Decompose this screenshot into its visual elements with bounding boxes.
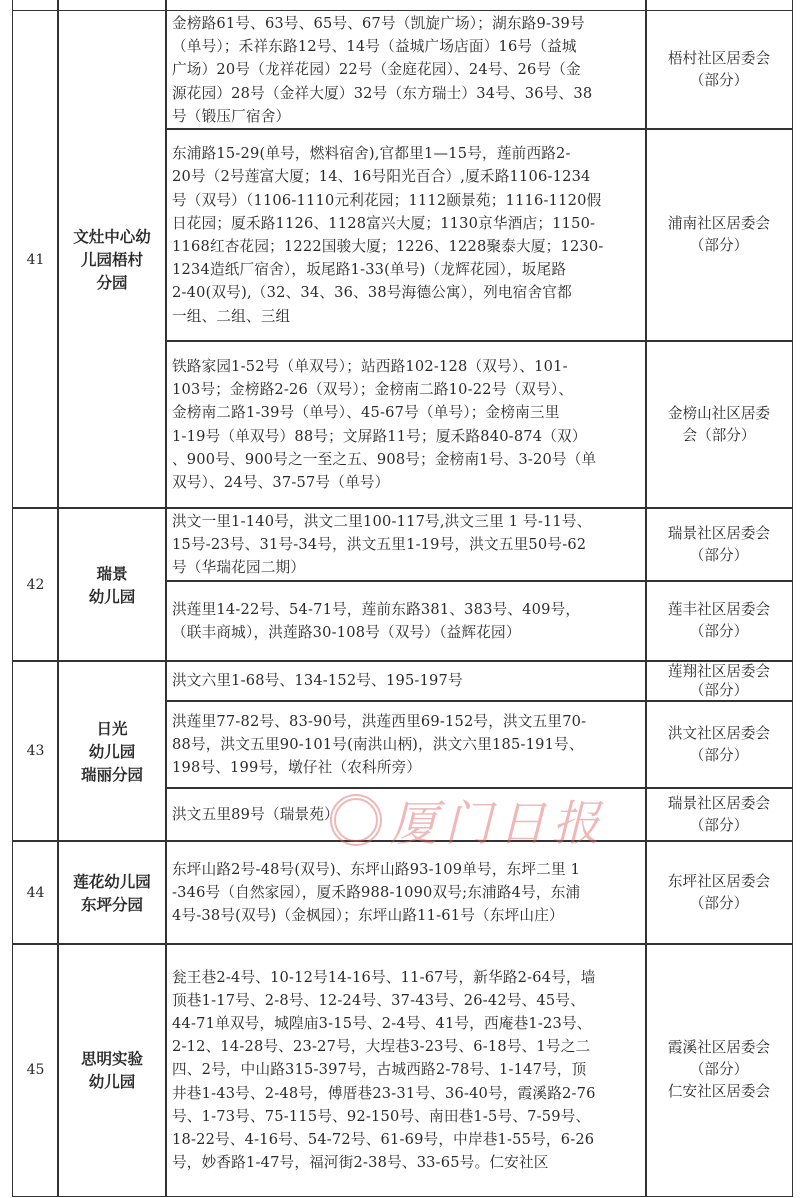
address-cell [165,840,647,945]
row-number [12,507,59,662]
community-text: 梧村社区居委会 （部分） [667,50,771,89]
address-cell [165,128,647,342]
row-number-text: 42 [26,576,45,593]
kindergarten-name [57,660,167,842]
address-cell [165,700,647,789]
address-text: 洪莲里77-82号、83-90号，洪莲西里69-152号，洪文五里70- 88号，洪文五里90-101号(南洪山柄)，洪文六里185-191号、 198号、199号，墩仔社（农科所旁） [172,712,587,777]
community-text: 金榜山社区居委 会（部分） [667,404,771,444]
community-text: 洪文社区居委会 （部分） [667,724,771,764]
community-text: 莲翔社区居委会 （部分） [667,663,771,699]
address-text: 东坪山路2号-48号(双号)、东坪山路93-109单号，东坪二里 1 -346号（自然家园），厦禾路988-1090双号;东浦路4号，东浦 4号-38号(双号)（金枫园）；东坪山路11-61号（东坪山庄） [172,860,581,925]
community-cell [645,660,793,702]
address-text: 金榜路61号、63号、65号、67号（凯旋广场）；湖东路9-39号 （单号）；禾祥东路12号、14号（益城广场店面）16号（益城 广场）20号（龙祥花园）22号（金庭花园）、24号、26号（金 源花园）28号（金祥大厦）32号（东方瑞士）34号、36号、38 号（锻压厂宿舍） [172,14,593,125]
community-text: 瑞景社区居委会 （部分） [667,794,771,834]
address-text: 洪文五里89号（瑞景苑） [172,805,339,823]
kindergarten-name [57,10,167,509]
community-cell [645,10,793,130]
address-text: 洪文六里1-68号、134-152号、195-197号 [172,672,463,690]
address-cell [165,10,647,130]
community-cell [645,507,793,582]
address-cell [165,943,647,1197]
row-number [12,943,59,1197]
kindergarten-name [57,840,167,945]
kindergarten-name-text: 文灶中心幼 儿园梧村 分园 [73,227,151,292]
address-text: 洪莲里14-22号、54-71号，莲前东路381、383号、409号， （联丰商城），洪莲路30-108号（双号）（益辉花园） [172,600,581,641]
community-cell [645,580,793,662]
kindergarten-name-text: 瑞景 幼儿园 [88,563,136,606]
community-cell [645,340,793,509]
community-text: 霞溪社区居委会 （部分） 仁安社区居委会 [667,1039,771,1100]
kindergarten-name-text: 思明实验 幼儿园 [80,1049,143,1091]
community-text: 莲丰社区居委会 （部分） [667,601,771,640]
community-cell [645,840,793,945]
address-cell [165,507,647,582]
address-text: 铁路家园1-52号（单双号）；站西路102-128（双号）、101- 103号；金榜路2-26（双号）；金榜南二路10-22号（双号）、 金榜南二路1-39号（单号）、45-67号（单号）；金榜南三里 1-19号（单双号）88号；文屏路11号；厦禾路840-874（双） 、900号、900号之一至之五、908号；金榜南1号、3-20号（单 双号）、24号、37-57号（单号） [172,357,597,491]
address-cell [165,580,647,662]
row-number-text: 45 [26,1062,45,1078]
row-number [12,660,59,842]
row-number-text: 41 [26,251,45,268]
kindergarten-name-text: 日光 幼儿园 瑞丽分园 [80,718,143,784]
address-cell [165,787,647,842]
row-number-text: 44 [26,884,45,901]
community-cell [645,128,793,342]
kindergarten-name-text: 莲花幼儿园 东坪分园 [73,871,151,914]
address-cell [165,660,647,702]
kindergarten-name [57,943,167,1197]
address-text: 东浦路15-29(单号，燃料宿舍),官都里1—15号，莲前西路2- 20号（2号莲富大厦；14、16号阳光百合）,厦禾路1106-1234 号（双号）（1106-1110元利花园；1112颐景苑；1116-1120假 日花园；厦禾路1126、1128富兴大厦；1130京华酒店；1150- 1168红杏花园；1222国骏大厦；1226、1228聚泰大厦；1230- 1234造纸厂宿舍），坂尾路1-33(单号)（龙辉花园），坂尾路 2-40(双号),（32、34、36、38号海德公寓），列电宿舍官都 一组、二组、三组 [172,145,604,325]
community-cell [645,700,793,789]
watermark-text: 厦门日报 [390,796,607,852]
row-number-text: 43 [26,743,45,759]
address-text: 瓮王巷2-4号、10-12号14-16号、11-67号，新华路2-64号，墙 顶巷1-17号、2-8号、12-24号、37-43号、26-42号、45号、 44-71单双号，城隍庙3-15号、2-4号、41号，西庵巷1-23号、 2-12、14-28号、23-27号，大埕巷3-23号、6-18号、1号之二 四、2号，中山路315-397号，古城西路2-78号、1-147号，顶 井巷1-43号、2-48号，傅厝巷23-31号、36-40号，霞溪路2-76 号、1-73号、75-115号、92-150号、南田巷1-5号、7-59号、 18-22号、4-16号、54-72号、61-69号，中岸巷1-55号，6-26 号，妙香路1-47号，福河街2-38号、33-65号。仁安社区 [172,968,596,1172]
kindergarten-name [57,507,167,662]
community-cell [645,943,793,1197]
address-text: 洪文一里1-140号，洪文二里100-117号,洪文三里 1 号-11号、 15号-23号、31号-34号，洪文五里1-19号，洪文五里50号-62 号（华瑞花园二期） [172,512,592,577]
row-number [12,10,59,509]
community-text: 浦南社区居委会 （部分） [667,215,771,254]
community-cell [645,787,793,842]
row-number [12,840,59,945]
community-text: 东坪社区居委会 （部分） [667,872,771,912]
community-text: 瑞景社区居委会 （部分） [667,524,771,564]
address-cell [165,340,647,509]
